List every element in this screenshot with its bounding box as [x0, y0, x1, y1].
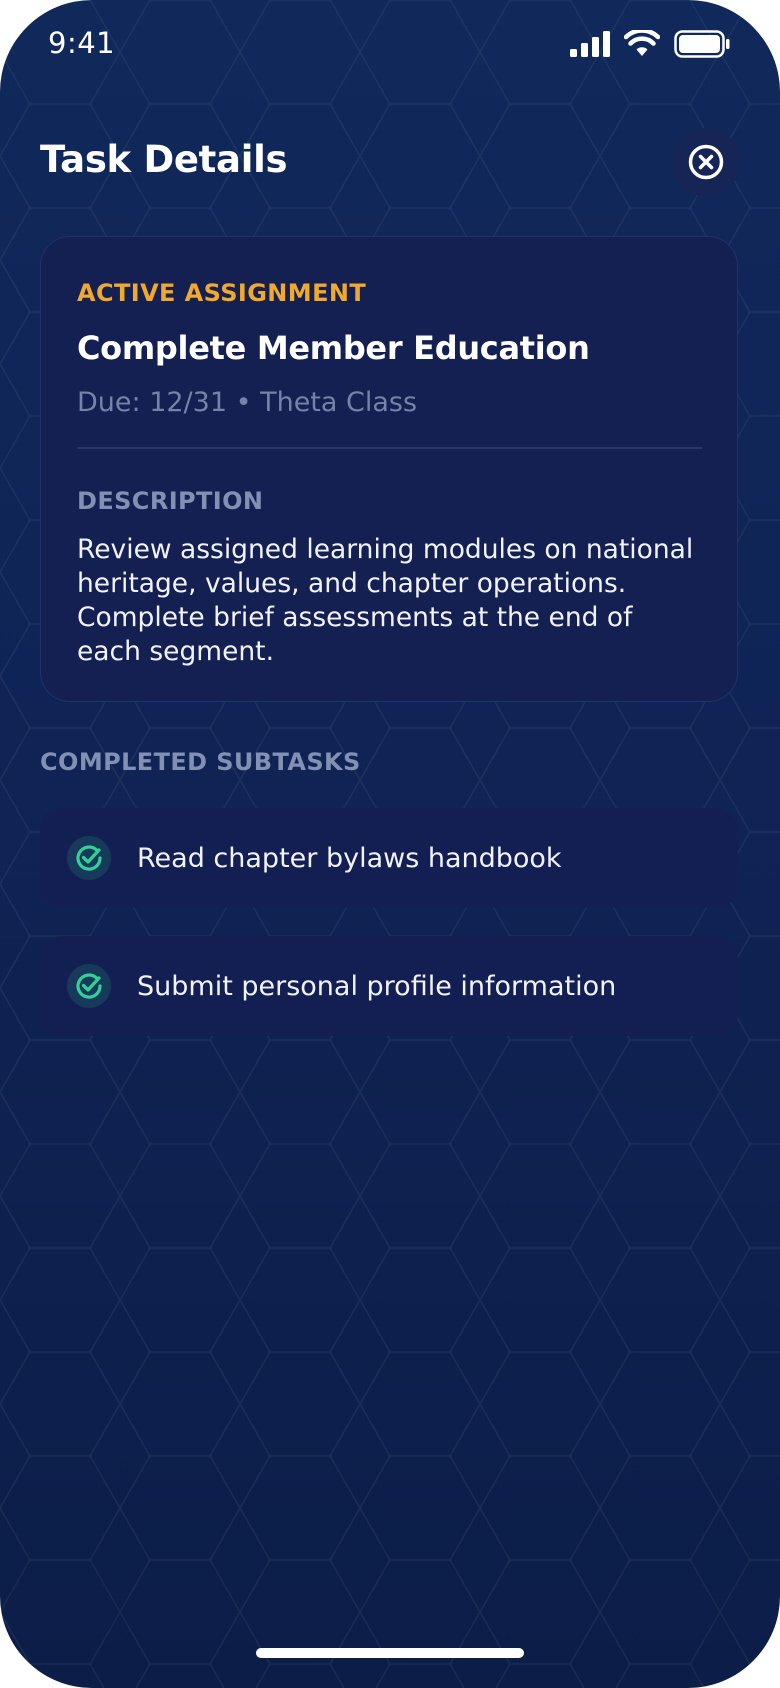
card-divider — [77, 447, 702, 449]
home-indicator[interactable] — [256, 1648, 524, 1658]
status-time: 9:41 — [48, 26, 116, 60]
task-meta: Due: 12/31 • Theta Class — [77, 387, 418, 418]
page-title: Task Details — [40, 138, 288, 181]
completed-subtasks-label: COMPLETED SUBTASKS — [40, 748, 361, 776]
close-button[interactable] — [672, 128, 740, 196]
wifi-icon — [624, 30, 660, 58]
cellular-signal-icon — [570, 31, 610, 57]
assignment-card — [40, 236, 738, 702]
task-description: Review assigned learning modules on national heritage, values, and chapter operations. Complete brief assessments at the end of each segment. — [77, 533, 694, 667]
battery-icon — [674, 30, 730, 58]
status-icons — [570, 30, 730, 58]
subtask-item[interactable] — [40, 936, 738, 1036]
task-title: Complete Member Education — [77, 329, 590, 367]
subtask-item[interactable] — [40, 808, 738, 908]
subtask-label: Read chapter bylaws handbook — [137, 842, 562, 874]
assignment-status-label: ACTIVE ASSIGNMENT — [77, 279, 367, 307]
description-label: DESCRIPTION — [77, 486, 264, 515]
close-circle-icon — [687, 143, 725, 181]
check-circle-icon — [67, 836, 111, 880]
subtask-label: Submit personal profile information — [137, 970, 617, 1002]
check-circle-icon — [67, 964, 111, 1008]
